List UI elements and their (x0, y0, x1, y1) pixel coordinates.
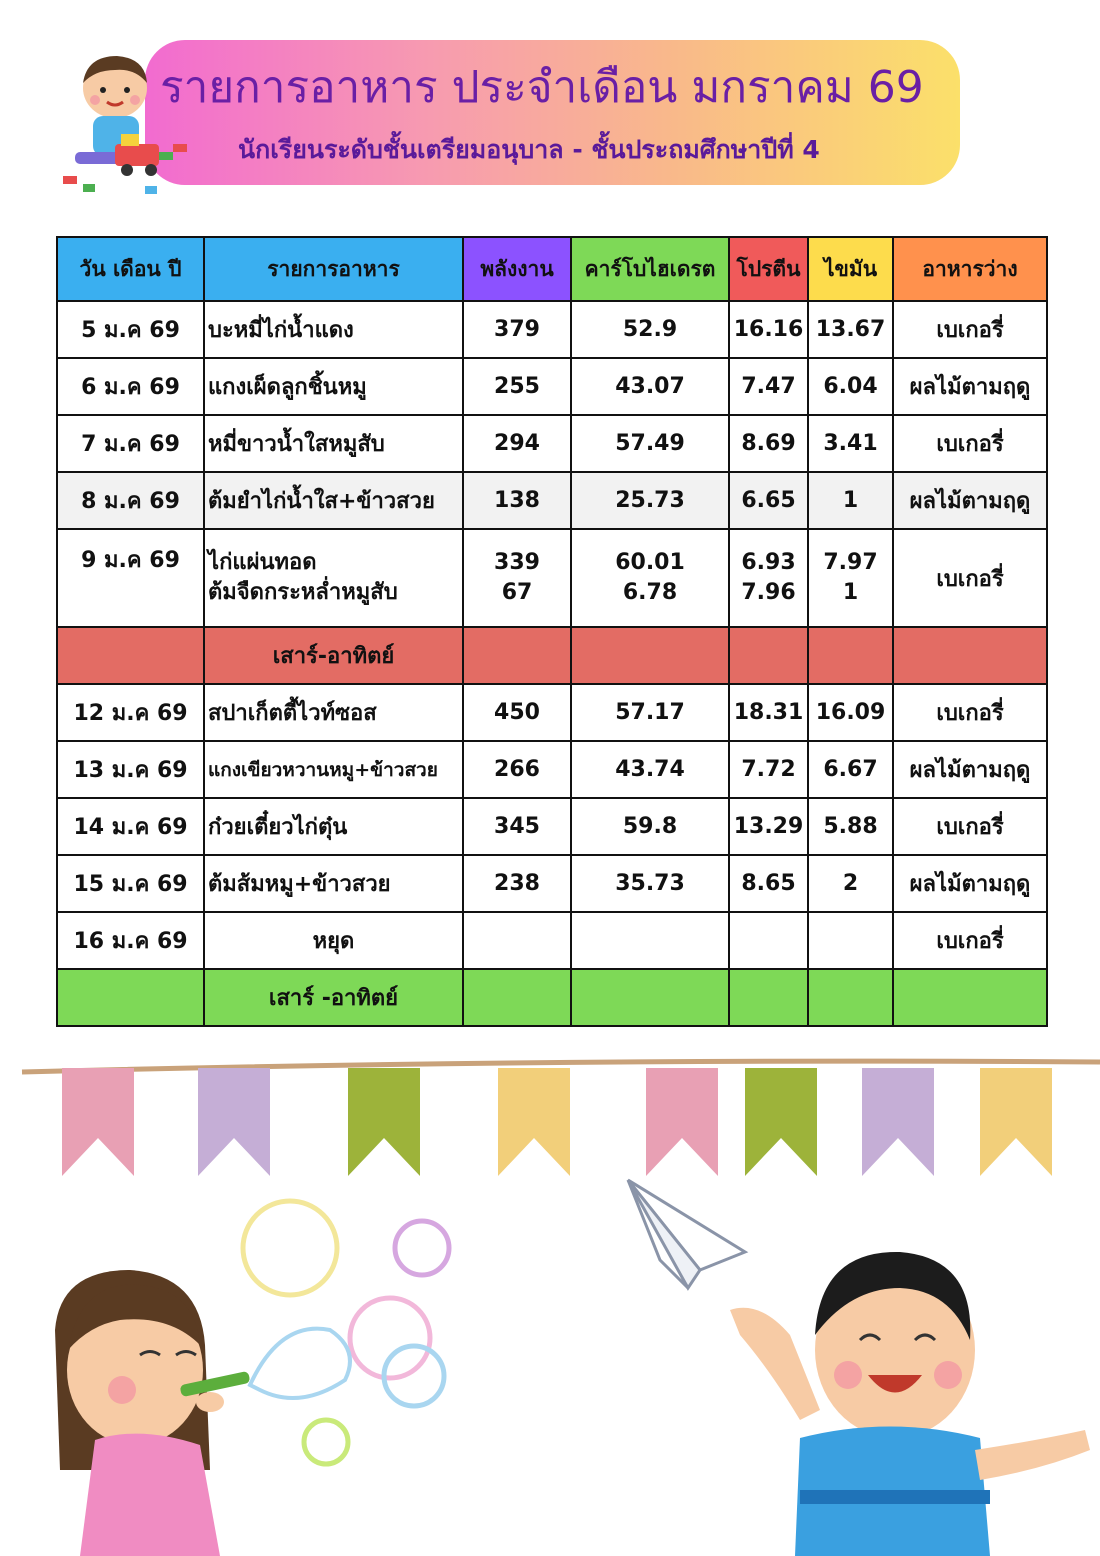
empty-cell (463, 969, 571, 1026)
empty-cell (571, 627, 729, 684)
table-row (57, 529, 1047, 627)
date-cell: 12 ม.ค 69 (57, 684, 204, 741)
date-cell: 9 ม.ค 69 (57, 529, 204, 627)
header-snack: อาหารว่าง (893, 237, 1047, 301)
bunting-flag (862, 1068, 934, 1176)
empty-cell (463, 912, 571, 969)
holiday-row (57, 912, 1047, 969)
bubble-icon (250, 1329, 350, 1398)
protein-value: 6.93 (741, 550, 796, 575)
fat-cell: 1 (808, 472, 893, 529)
holiday-label: หยุด (204, 912, 463, 969)
snack-cell: เบเกอรี่ (893, 912, 1047, 969)
fat-cell: 6.04 (808, 358, 893, 415)
weekend-row (57, 969, 1047, 1026)
energy-cell: 255 (463, 358, 571, 415)
carb-cell: 57.49 (571, 415, 729, 472)
snack-cell: เบเกอรี่ (893, 529, 1047, 627)
empty-cell (893, 627, 1047, 684)
fat-cell (808, 529, 893, 627)
protein-value: 7.96 (741, 580, 796, 605)
table-row (57, 301, 1047, 358)
bubble-icon (350, 1298, 430, 1378)
carb-cell: 43.74 (571, 741, 729, 798)
header-fat: ไขมัน (808, 237, 893, 301)
protein-cell: 7.72 (729, 741, 808, 798)
carb-cell (571, 529, 729, 627)
energy-cell: 379 (463, 301, 571, 358)
protein-cell (729, 529, 808, 627)
protein-cell: 8.65 (729, 855, 808, 912)
food-cell: หมี่ขาวน้ำใสหมูสับ (204, 415, 463, 472)
fat-value: 1 (842, 580, 859, 605)
energy-cell: 345 (463, 798, 571, 855)
table-row (57, 472, 1047, 529)
fat-cell: 5.88 (808, 798, 893, 855)
fat-cell: 3.41 (808, 415, 893, 472)
food-cell (204, 529, 463, 627)
table-row (57, 741, 1047, 798)
bunting-flag (198, 1068, 270, 1176)
food-cell: แกงเผ็ดลูกชิ้นหมู (204, 358, 463, 415)
bunting-flag (348, 1068, 420, 1176)
date-cell: 6 ม.ค 69 (57, 358, 204, 415)
protein-cell: 8.69 (729, 415, 808, 472)
protein-cell: 6.65 (729, 472, 808, 529)
energy-cell: 138 (463, 472, 571, 529)
carb-cell: 35.73 (571, 855, 729, 912)
paper-airplane-icon (628, 1180, 745, 1288)
carb-cell: 52.9 (571, 301, 729, 358)
bubble-icon (304, 1420, 348, 1464)
empty-cell (893, 969, 1047, 1026)
protein-cell: 18.31 (729, 684, 808, 741)
carb-cell: 43.07 (571, 358, 729, 415)
food-cell: บะหมี่ไก่น้ำแดง (204, 301, 463, 358)
empty-cell (57, 969, 204, 1026)
bubble-icon (243, 1201, 337, 1295)
carb-cell: 59.8 (571, 798, 729, 855)
fat-value: 7.97 (823, 550, 878, 575)
carb-value: 60.01 (615, 550, 685, 575)
fat-cell: 16.09 (808, 684, 893, 741)
header-food: รายการอาหาร (204, 237, 463, 301)
energy-cell: 266 (463, 741, 571, 798)
girl-blowing-bubbles-illustration (55, 1270, 250, 1556)
carb-cell: 57.17 (571, 684, 729, 741)
bunting-flag (646, 1068, 718, 1176)
food-cell: ต้มส้มหมู+ข้าวสวย (204, 855, 463, 912)
table-header-row (57, 237, 1047, 301)
boy-pointing-illustration (730, 1252, 1090, 1556)
empty-cell (729, 969, 808, 1026)
menu-table (56, 236, 1048, 1027)
energy-value: 67 (501, 580, 533, 605)
bunting-flag (745, 1068, 817, 1176)
fat-cell: 6.67 (808, 741, 893, 798)
empty-cell (808, 912, 893, 969)
date-cell: 15 ม.ค 69 (57, 855, 204, 912)
date-cell: 14 ม.ค 69 (57, 798, 204, 855)
bunting-flag (498, 1068, 570, 1176)
bunting-flag (980, 1068, 1052, 1176)
page-title: รายการอาหาร ประจำเดือน มกราคม 69 (160, 62, 924, 113)
snack-cell: เบเกอรี่ (893, 684, 1047, 741)
empty-cell (57, 627, 204, 684)
protein-cell: 16.16 (729, 301, 808, 358)
food-cell: สปาเก็ตตี้ไวท์ซอส (204, 684, 463, 741)
table-row (57, 798, 1047, 855)
empty-cell (729, 912, 808, 969)
protein-cell: 7.47 (729, 358, 808, 415)
energy-cell: 450 (463, 684, 571, 741)
snack-cell: ผลไม้ตามฤดู (893, 741, 1047, 798)
header-energy: พลังงาน (463, 237, 571, 301)
carb-value: 6.78 (622, 580, 678, 605)
energy-cell: 238 (463, 855, 571, 912)
date-cell: 13 ม.ค 69 (57, 741, 204, 798)
date-cell: 7 ม.ค 69 (57, 415, 204, 472)
header-protein: โปรตีน (729, 237, 808, 301)
empty-cell (463, 627, 571, 684)
food-cell: ต้มยำไก่น้ำใส+ข้าวสวย (204, 472, 463, 529)
bunting-flag (62, 1068, 134, 1176)
snack-cell: เบเกอรี่ (893, 301, 1047, 358)
table-row (57, 684, 1047, 741)
energy-cell: 294 (463, 415, 571, 472)
date-cell: 5 ม.ค 69 (57, 301, 204, 358)
snack-cell: เบเกอรี่ (893, 798, 1047, 855)
carb-cell: 25.73 (571, 472, 729, 529)
energy-cell (463, 529, 571, 627)
weekend-label: เสาร์ -อาทิตย์ (204, 969, 463, 1026)
snack-cell: เบเกอรี่ (893, 415, 1047, 472)
child-playing-blocks-illustration (55, 48, 195, 198)
fat-cell: 2 (808, 855, 893, 912)
date-cell: 16 ม.ค 69 (57, 912, 204, 969)
table-row (57, 415, 1047, 472)
weekend-row (57, 627, 1047, 684)
header-date: วัน เดือน ปี (57, 237, 204, 301)
header-carb: คาร์โบไฮเดรต (571, 237, 729, 301)
fat-cell: 13.67 (808, 301, 893, 358)
weekend-label: เสาร์-อาทิตย์ (204, 627, 463, 684)
protein-cell: 13.29 (729, 798, 808, 855)
empty-cell (808, 969, 893, 1026)
date-cell: 8 ม.ค 69 (57, 472, 204, 529)
food-item: ไก่แผ่นทอด (208, 550, 317, 575)
food-cell: แกงเขียวหวานหมู+ข้าวสวย (204, 741, 463, 798)
snack-cell: ผลไม้ตามฤดู (893, 472, 1047, 529)
energy-value: 339 (494, 550, 540, 575)
bubble-icon (395, 1221, 449, 1275)
empty-cell (808, 627, 893, 684)
table-row (57, 855, 1047, 912)
table-row (57, 358, 1047, 415)
kids-scene-illustration (0, 1170, 1100, 1556)
food-item: ต้มจืดกระหล่ำหมูสับ (208, 580, 398, 605)
empty-cell (571, 969, 729, 1026)
empty-cell (729, 627, 808, 684)
empty-cell (571, 912, 729, 969)
snack-cell: ผลไม้ตามฤดู (893, 855, 1047, 912)
page-subtitle: นักเรียนระดับชั้นเตรียมอนุบาล - ชั้นประถมศึกษาปีที่ 4 (238, 135, 820, 164)
food-cell: ก๋วยเตี๋ยวไก่ตุ๋น (204, 798, 463, 855)
snack-cell: ผลไม้ตามฤดู (893, 358, 1047, 415)
